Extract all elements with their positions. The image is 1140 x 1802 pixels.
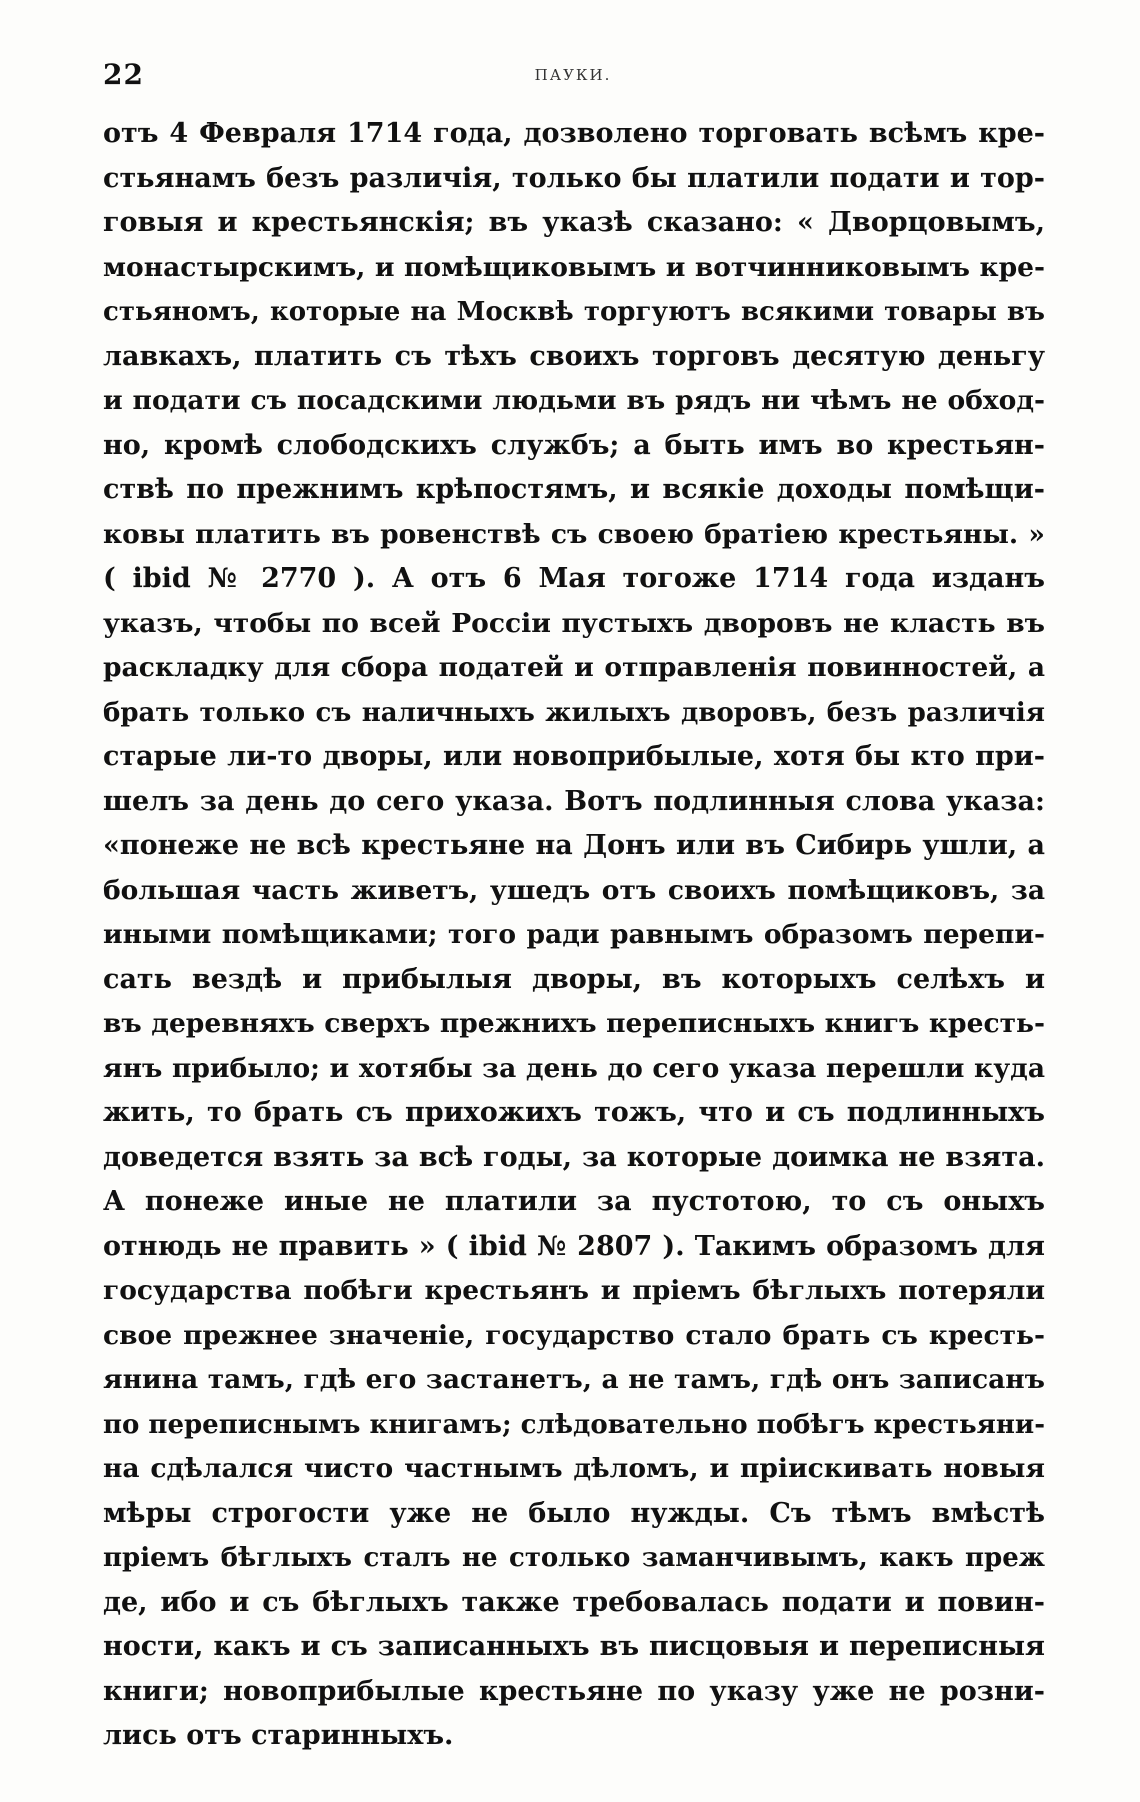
text-line: монастырскимъ, и помѣщиковымъ и вотчинниковымъ кре- [103,251,1045,283]
text-line: большая часть живетъ, ушедъ отъ своихъ помѣщиковъ, за [103,874,1045,906]
text-line: ( ibid № 2770 ). А отъ 6 Мая тогоже 1714 года изданъ [103,563,1045,594]
text-line: ствѣ по прежнимъ крѣпостямъ, и всякіе доходы помѣщи- [103,474,1045,505]
text-line: въ деревняхъ сверхъ прежнихъ переписныхъ книгъ кресть- [103,1008,1045,1039]
text-line: указъ, чтобы по всей Россіи пустыхъ дворовъ не класть въ [103,607,1045,639]
text-line: отнюдь не править » ( ibid № 2807 ). Такимъ образомъ для [103,1230,1045,1262]
text-line: янъ прибыло; и хотябы за день до сего указа перешли куда [103,1052,1045,1084]
text-line: свое прежнее значеніе, государство стало брать съ кресть- [103,1319,1045,1351]
text-line: ковы платить въ ровенствѣ съ своею братіею крестьяны. » [103,518,1045,550]
text-line: раскладку для сбора податей и отправленія повинностей, а [103,652,1045,683]
text-line: книги; новоприбылые крестьяне по указу уже не розни- [103,1675,1045,1707]
text-line: мѣры строгости уже не было нужды. Съ тѣмъ вмѣстѣ [103,1497,1045,1529]
text-line: по переписнымъ книгамъ; слѣдовательно побѣгъ крестьяни- [103,1409,1045,1440]
running-head: ПАУКИ. [534,66,612,84]
text-line: ности, какъ и съ записанныхъ въ писцовыя и переписныя [103,1631,1045,1662]
text-line: государства побѣги крестьянъ и пріемъ бѣглыхъ потеряли [103,1275,1045,1306]
text-line: А понеже иные не платили за пустотою, то съ оныхъ [103,1186,1045,1217]
text-line: стьяномъ, которые на Москвѣ торгуютъ всякими товары въ [103,297,1045,327]
body-text [103,112,1045,1759]
text-line: пріемъ бѣглыхъ сталъ не столько заманчивымъ, какъ преж [103,1543,1045,1573]
text-line: иными помѣщиками; того ради равнымъ образомъ перепи- [103,919,1045,950]
page-header [103,58,1043,98]
text-line: брать только съ наличныхъ жилыхъ дворовъ, безъ различія [103,697,1045,728]
text-line: старые ли-то дворы, или новоприбылые, хотя бы кто при- [103,741,1045,772]
text-line: говыя и крестьянскія; въ указѣ сказано: « Дворцовымъ, [103,207,1045,238]
text-line: но, кромѣ слободскихъ службъ; а быть имъ во крестьян- [103,429,1045,461]
text-line: и подати съ посадскими людьми въ рядъ ни чѣмъ не обход- [103,385,1045,416]
text-line: на сдѣлался чисто частнымъ дѣломъ, и пріискивать новыя [103,1453,1045,1484]
text-line: доведется взять за всѣ годы, за которые доимка не взята. [103,1141,1045,1173]
text-line: отъ 4 Февраля 1714 года, дозволено торговать всѣмъ кре- [103,118,1045,149]
text-line: жить, то брать съ прихожихъ тожъ, что и съ подлинныхъ [103,1097,1045,1128]
page-number: 22 [103,58,144,91]
text-line: лавкахъ, платить съ тѣхъ своихъ торговъ десятую деньгу [103,340,1045,372]
text-line: стьянамъ безъ различія, только бы платили подати и тор- [103,162,1045,194]
text-line: «понеже не всѣ крестьяне на Донъ или въ Сибирь ушли, а [103,830,1045,861]
text-line: сать вездѣ и прибылыя дворы, въ которыхъ селѣхъ и [103,963,1045,995]
text-line: шелъ за день до сего указа. Вотъ подлинныя слова указа: [103,785,1045,817]
text-line: лись отъ старинныхъ. [103,1720,454,1751]
text-line: янина тамъ, гдѣ его застанетъ, а не тамъ, гдѣ онъ записанъ [103,1364,1045,1395]
text-line: де, ибо и съ бѣглыхъ также требовалась подати и повин- [103,1586,1045,1618]
